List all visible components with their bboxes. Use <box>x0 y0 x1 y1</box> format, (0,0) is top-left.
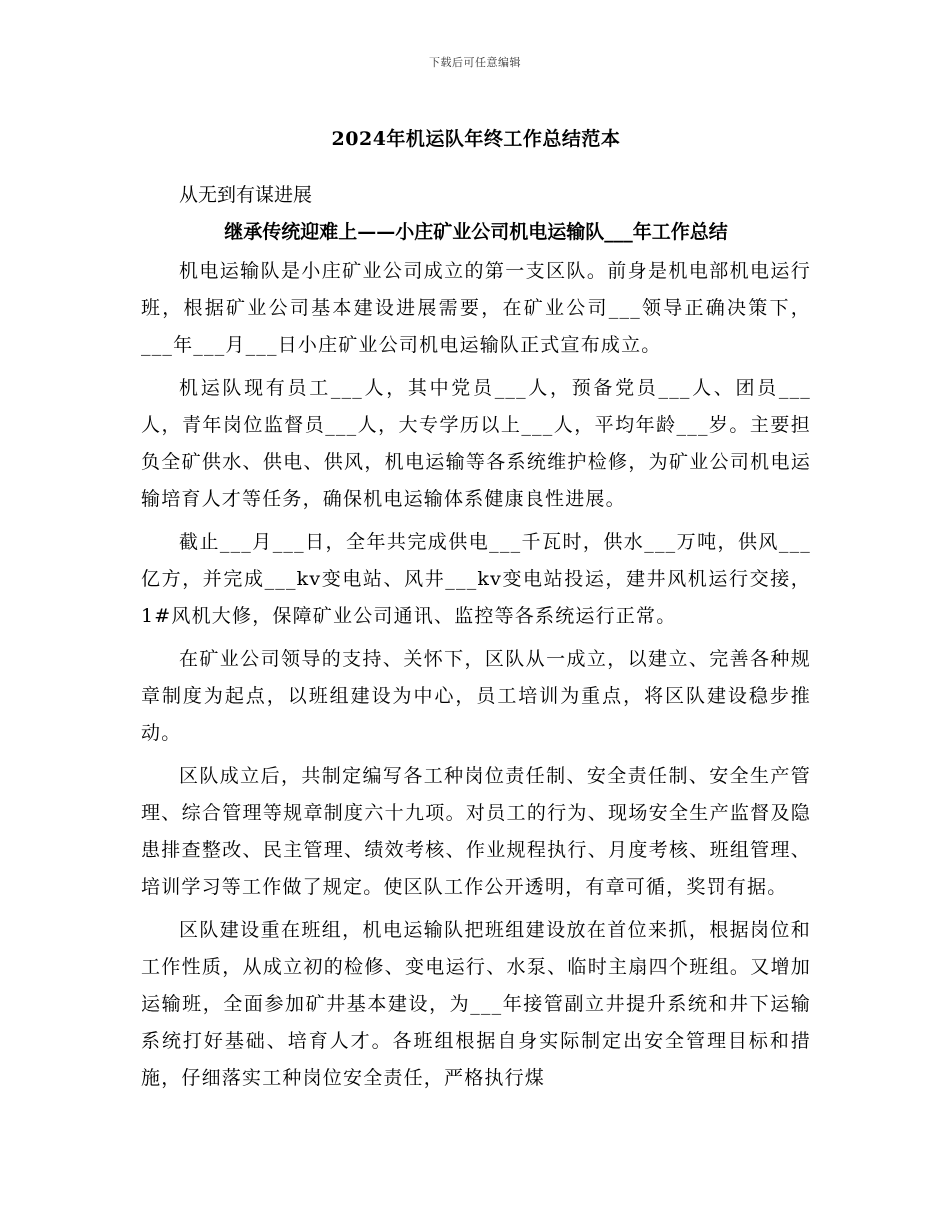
paragraph: 截止___月___日，全年共完成供电___千瓦时，供水___万吨，供风___亿方，并完成___kv变电站、风井___kv变电站投运，建井风机运行交接，1#风机大修，保障矿业公司通讯、监控等各系统运行正常。 <box>141 531 811 627</box>
page-header-note: 下载后可任意编辑 <box>429 56 521 69</box>
paragraph: 区队建设重在班组，机电运输队把班组建设放在首位来抓，根据岗位和工作性质，从成立初的检修、变电运行、水泵、临时主扇四个班组。又增加运输班，全面参加矿井基本建设，为___年接管副立井提升系统和井下运输系统打好基础、培育人才。各班组根据自身实际制定出安全管理目标和措施，仔细落实工种岗位安全责任，严格执行煤 <box>141 919 811 1089</box>
paragraph: 区队成立后，共制定编写各工种岗位责任制、安全责任制、安全生产管理、综合管理等规章制度六十九项。对员工的行为、现场安全生产监督及隐患排查整改、民主管理、绩效考核、作业规程执行、月度考核、班组管理、培训学习等工作做了规定。使区队工作公开透明，有章可循，奖罚有据。 <box>141 765 811 898</box>
paragraph: 机运队现有员工___人，其中党员___人，预备党员___人、团员___人，青年岗位监督员___人，大专学历以上___人，平均年龄___岁。主要担负全矿供水、供电、供风，机电运输等各系统维护检修，为矿业公司机电运输培育人才等任务，确保机电运输体系健康良性进展。 <box>141 377 811 510</box>
paragraph: 机电运输队是小庄矿业公司成立的第一支区队。前身是机电部机电运行班，根据矿业公司基本建设进展需要，在矿业公司___领导正确决策下，___年___月___日小庄矿业公司机电运输队正式宣布成立。 <box>141 260 811 356</box>
document-subtitle: 从无到有谋进展 <box>179 184 313 206</box>
document-title: 2024年机运队年终工作总结范本 <box>331 128 621 150</box>
document-body <box>141 124 811 1103</box>
section-heading: 继承传统迎难上——小庄矿业公司机电运输队___年工作总结 <box>224 221 728 243</box>
paragraph: 在矿业公司领导的支持、关怀下，区队从一成立，以建立、完善各种规章制度为起点，以班组建设为中心，员工培训为重点，将区队建设稳步推动。 <box>141 648 811 744</box>
